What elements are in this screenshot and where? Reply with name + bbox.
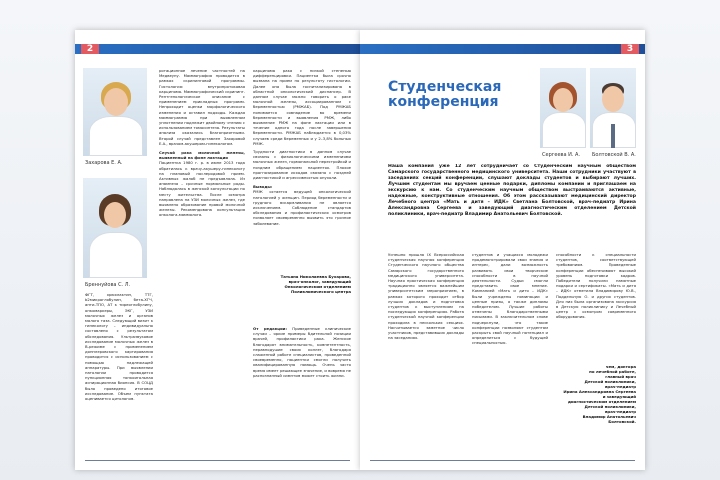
left-header-bar xyxy=(75,44,360,54)
signature-line: главный врач xyxy=(605,374,636,379)
portrait-zakharova xyxy=(83,68,147,156)
signature-line: Ирина Александровна Сергеева xyxy=(563,389,636,394)
author-name: Татьяна Николаевна Бухарова, xyxy=(280,274,351,279)
right-page-number: 3 xyxy=(626,44,634,54)
caption-sergeeva: Сергеева И. А. xyxy=(542,152,581,158)
left-col1-text: Следующий визит к гинекологу – индивидуально составлено с результатом обследования. Ультразвуковое исследование молочных желез в В-режиме с применением допплеровского картирования проводится с использованием с помощью надлежащей аппаратуры. При выявлении патологии проводится пункционная тонкоигольная аспирационная биопсия. В СОЦД было проведено итоговое исследование. Объем пунктата оценивается цитологом. xyxy=(85,318,153,402)
conclusion-heading: Выводы: xyxy=(253,184,273,190)
left-col2-text: ротационное лечение частностей на Медвеуну. Маммография проводится в рамках скрининговой программы. Гистология: внутрипротоковая карцинома. Маммографический скрининг. Рентгенологическое описание с применением прикладных программ. Непроходит оценки морфологического изменения и оставил подходы. Каждая маммограмма при выявленном уплотнении подлежит двойному чтению с использованием томосинтеза. Результаты анализа оказались благоприятными. Второй случай представлен Захаровой Е.А., врачом-акушером-гинекологом. xyxy=(159,68,245,146)
left-col3-text: карцинома рака с низкой степенью дифференцировки. Пациентка была срочно вызвана на прием по результату гистологии. Далее она была госпитализирована в областной онкологический диспансер. В данном случае можно говорить о раке молочной железы, ассоциированном с беременностью (РМЖАБ). Под РМЖАБ понимается совпадение во времени беременности и выявления РМЖ, либо выявление РМЖ на фоне лактации или в течение одного года после завершения беременности. РМЖАБ наблюдается в 0,03% случаев среди беременных и у 2–3,8% больных РМЖ. xyxy=(253,68,351,146)
signature-line: и заведующий xyxy=(602,394,636,399)
left-footer-rule xyxy=(85,460,350,461)
right-column-2: студентов и учащихся молодежи продемонстрировали свои знания и интерес, дали возможность развивать свои творческие способности в научной деятельности. Судьи смогли представить свое мнение. Компанией «Мать и дитя – ИДК» были учреждены номинации и ценные призы, а также дипломы победителям. Лучшие работы отмечены благодарственными письмами. В заключительном слове подчеркнули, что такие конференции позволяют студентам раскрыть свой научный потенциал и определиться с будущей специальностью. xyxy=(472,252,548,346)
left-page-number: 2 xyxy=(86,44,94,54)
caption-boltovskoy: Болтовской В. А. xyxy=(592,152,636,158)
signature-line: Владимир Анатольевич Болтовской. xyxy=(582,414,636,424)
left-col2-subheading: Случай рака молочной железы, выявленный на фоне лактации xyxy=(159,150,245,161)
right-page xyxy=(360,30,645,470)
right-signature-block xyxy=(556,364,636,424)
article-intro: Наша компания уже 12 лет сотрудничает со Студенческим научным обществом Самарского государственного медицинского университета. Наши сотрудники участвуют в заседаниях секций конференции, слушают доклады студентов и выбирают лучших. Лучшим студентам мы вручаем ценные подарки, дипломы компании и приглашаем на экскурсию к нам. Со студенческим научным обществом выстраиваются активные, надежные, конструктивные отношения. Об этом рассказывают медицинский директор Лечебного центра «Мать и дитя – ИДК» Светлана Болтовской, врач-педиатр Ирина Александровна Сергеева и заведующий диагностическим отделением Детской поликлиники, врач-педиатр Владимир Анатольевич Болтовской. xyxy=(388,164,636,217)
article-title-line1: Студенческая xyxy=(388,79,502,95)
left-column-1 xyxy=(85,292,153,460)
right-column-3: способности к специальности студентов, соответствующей требованиям. Проведенные конференции обеспечивают высокий уровень подготовки кадров. Победители получили памятные подарки и сертификаты. «Мать и дитя – ИДК» отметила Владимирову Ю.В., Поддельную О. и других студентов. Для них была организована экскурсия в Детскую поликлинику и Лечебный центр с осмотром современного оборудования. xyxy=(556,252,636,320)
portrait-brennuyova xyxy=(83,178,147,278)
left-col1-intro: ФГТ, хрюхлактин, ТТГ, b2микроглобулин, бета-ХГЧ, анти-ТПО, АТ к тиреоглобулину, онкомаркеры, ЭКГ, УЗИ молочных желез и органов малого таза. xyxy=(85,292,153,324)
editorial-title: От редакции: xyxy=(253,326,287,331)
portrait-boltovskoy xyxy=(590,68,636,148)
left-col2-text-b: Пациентка 1980 г. р. в июне 2013 года обратилась к врачу-акушеру-гинекологу на плановый послеродовой прием. Активных жалоб не предъявляла. Из анамнеза – срочные нормальные роды. Наблюдалась в женской консультации по месту жительства. После осмотра направлена на УЗИ молочных желез, где выявлено образование правой молочной железы. Рекомендована консультация онколога-маммолога. xyxy=(159,160,245,218)
caption-brennuyova: Бреннуйова С. Л. xyxy=(85,282,131,288)
left-col3-text-b: Трудности диагностики в данном случае связаны с физиологическими изменениями молочных желез, гормональной перестройкой и поздним обращением пациенток. Плохое прогнозирование исходов связано с поздней диагностикой и агрессивностью опухоли. xyxy=(253,149,351,181)
right-header-bar xyxy=(360,44,645,54)
author-signature xyxy=(257,274,351,294)
article-title-line2: конференция xyxy=(388,94,499,110)
signature-line: врач-педиатр xyxy=(604,409,636,414)
article-title xyxy=(388,80,501,110)
signature-line: диагностическим отделением xyxy=(567,399,636,404)
signature-line: по лечебной работе, xyxy=(589,369,636,374)
left-page xyxy=(75,30,360,470)
signature-line: врач-педиатр xyxy=(604,384,636,389)
left-column-2 xyxy=(159,68,245,460)
author-role: врач-онколог, заведующий Онкологическим отделением Поликлинического центра xyxy=(284,279,351,294)
signature-line: чем, доктора xyxy=(605,364,636,369)
editorial-note xyxy=(253,326,351,426)
left-column-3 xyxy=(253,68,351,268)
signature-line: Детской поликлиники, xyxy=(584,379,636,384)
caption-zakharova: Захарова Е. А. xyxy=(85,160,123,166)
portrait-sergeeva xyxy=(540,68,586,148)
right-column-1: Успешно прошла IX Всероссийская студенческая научная конференция Студенческого научного общества Самарского государственного медицинского университета. Научная практическая конференция традиционно является важнейшим университетским мероприятием, в рамках которого проходит отбор лучших докладов и подготовка студентов к выступлениям на последующих конференциях. Работа студенческой научной конференции проходила в нескольких секциях. Насчитывается заметное число участников, представивших доклады на заседаниях. xyxy=(388,252,464,341)
editorial-text: Приведенные клинические случаи – яркие примеры бдительной позиции врачей, профилактики рака. Женское благодарят внимательность, компетентность, неравнодушие своих коллег, благодаря слаженной работе специалистов, проведенной своевременно, пациентки смогли получить квалифицированную помощь. Очень часто время имеет решающее значение, и вовремя не распознанный симптом может стоить жизни. xyxy=(253,326,351,378)
conclusion-text: РМЖ остается ведущей онкологической патологией у женщин. Период беременности и грудного вскармливания не является исключением. Соблюдение стандартов обследования и профилактических осмотров позволяет своевременно выявить это грозное заболевание. xyxy=(253,189,351,226)
right-footer-rule xyxy=(370,460,635,461)
signature-line: Детской поликлиники, xyxy=(584,404,636,409)
